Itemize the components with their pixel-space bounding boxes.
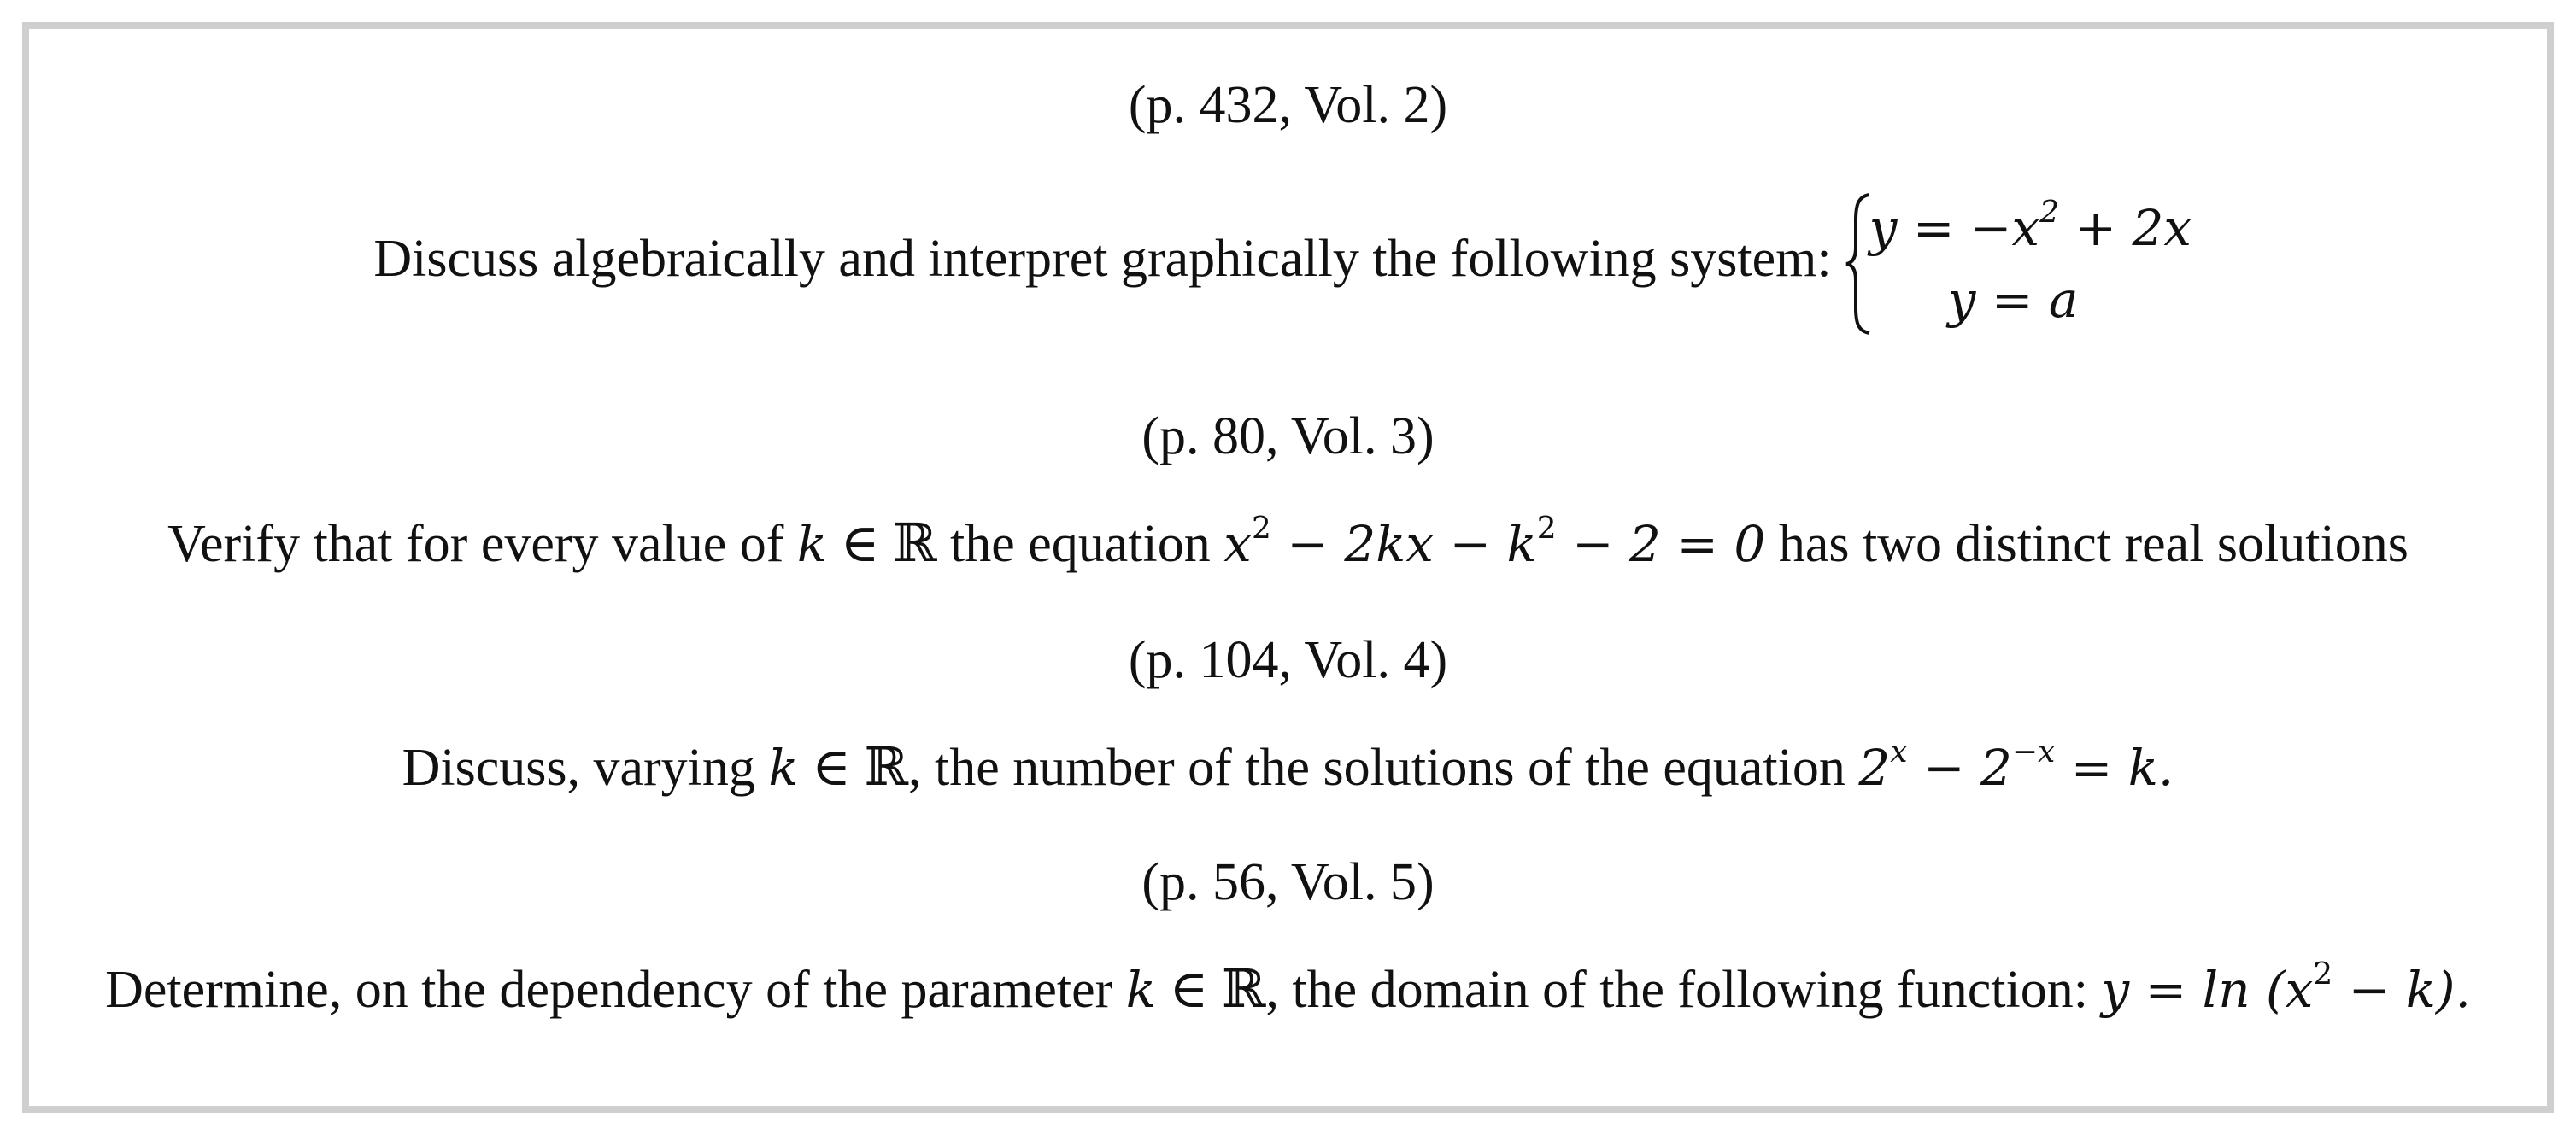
- element-of-symbol: ∈: [798, 739, 865, 797]
- reals-symbol: ℝ: [864, 739, 908, 797]
- element-of-symbol: ∈: [827, 515, 893, 573]
- problem-text: the equation: [936, 515, 1224, 573]
- problem-vol-4: [29, 734, 2547, 797]
- reals-symbol: ℝ: [1221, 961, 1266, 1019]
- variable-k: k: [768, 739, 799, 797]
- quadratic-equation: $x^2 - 2kx - k^2 - 2 = 0$: [1223, 511, 1766, 573]
- reference-vol-3: (p. 80, Vol. 3): [1141, 407, 1435, 465]
- problem-vol-2: [29, 191, 2547, 336]
- problem-text: has two distinct real solutions: [1765, 515, 2409, 573]
- problem-text: Discuss algebraically and interpret graphically the following system:: [373, 230, 1832, 289]
- problem-text: Discuss, varying: [402, 739, 769, 797]
- reference-vol-2: (p. 432, Vol. 2): [1128, 76, 1448, 134]
- document-content: [29, 29, 2547, 1106]
- system-equation-2: y = a: [1947, 271, 2079, 329]
- equation-system: [1844, 191, 2203, 336]
- log-function: $y = \ln (x^2 - k)$.: [2101, 957, 2471, 1019]
- problem-text: , the number of the solutions of the equation: [908, 739, 1859, 797]
- problem-vol-3: [29, 511, 2547, 573]
- system-equation-1: $y = -x^2 + 2x$: [1869, 195, 2192, 257]
- variable-k: k: [796, 515, 828, 573]
- document-frame: [22, 22, 2554, 1113]
- reals-symbol: ℝ: [892, 515, 937, 573]
- problem-text: , the domain of the following function:: [1265, 961, 2102, 1019]
- variable-k: k: [1125, 961, 1156, 1019]
- problem-vol-5: [29, 957, 2547, 1019]
- reference-vol-5: (p. 56, Vol. 5): [1141, 853, 1435, 911]
- problem-text: Determine, on the dependency of the parameter: [105, 961, 1126, 1019]
- reference-vol-4: (p. 104, Vol. 4): [1128, 631, 1448, 689]
- element-of-symbol: ∈: [1155, 961, 1222, 1019]
- exponential-equation: $2^x - 2^{-x} = k$.: [1858, 734, 2174, 797]
- problem-text: Verify that for every value of: [167, 515, 797, 573]
- left-brace-icon: [1844, 191, 1873, 336]
